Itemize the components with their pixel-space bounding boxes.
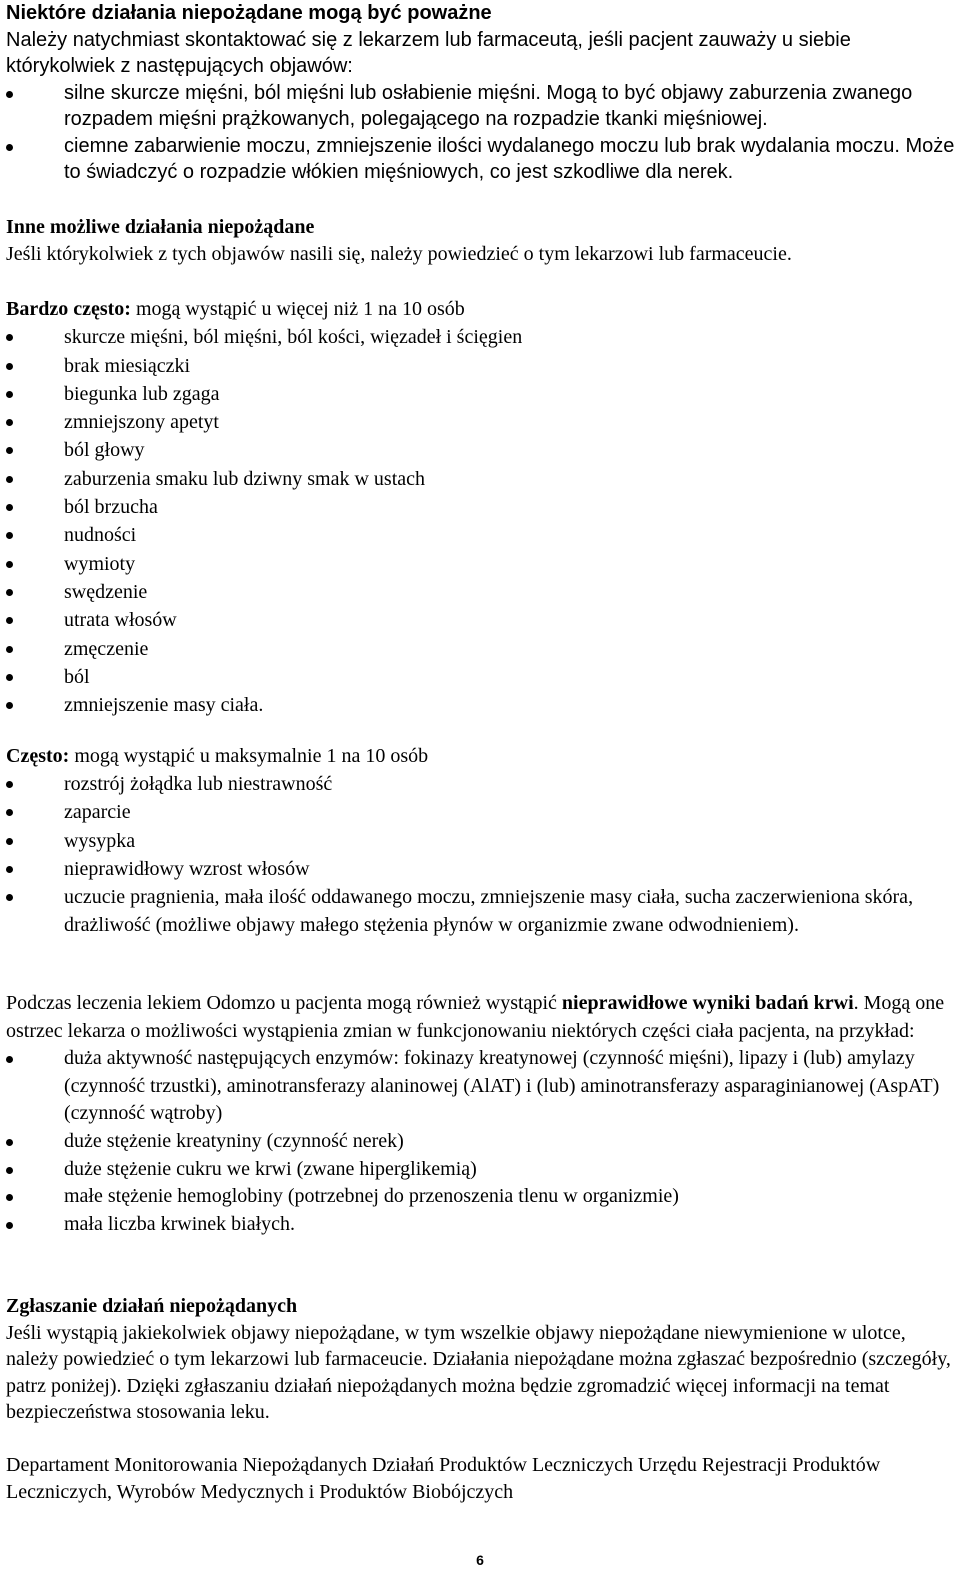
serious-section [6, 0, 956, 186]
list-item [6, 827, 956, 855]
very-common-list [6, 323, 956, 719]
list-item-text: uczucie pragnienia, mała ilość oddawanego moczu, zmniejszenie masy ciała, sucha zaczerwieniona skóra, drażliwość (możliwe objawy małego stężenia płynów w organizmie zwane odwodnieniem). [64, 886, 914, 937]
serious-list [6, 80, 956, 186]
list-item [6, 1128, 956, 1156]
department-section [6, 1452, 956, 1506]
list-item-text: nudności [64, 524, 137, 547]
bullet-icon [6, 809, 13, 816]
list-item-text: zmniejszony apetyt [64, 411, 219, 434]
common-list [6, 770, 956, 939]
list-item-text: utrata włosów [64, 609, 177, 632]
other-intro: Jeśli którykolwiek z tych objawów nasili się, należy powiedzieć o tym lekarzowi lub farmaceucie. [6, 243, 792, 265]
list-item-text: nieprawidłowy wzrost włosów [64, 857, 310, 880]
list-item [6, 323, 956, 351]
bullet-icon [6, 334, 13, 341]
common-intro [6, 742, 956, 770]
very-common-section [6, 295, 956, 719]
bullet-icon [6, 1139, 13, 1146]
bullet-icon [6, 447, 13, 454]
list-item [6, 1156, 956, 1184]
list-item-text: zaparcie [64, 801, 131, 824]
common-label: Często: [6, 745, 70, 767]
list-item-text: brak miesiączki [64, 354, 191, 377]
other-section [6, 214, 956, 268]
list-item-text: duże stężenie kreatyniny (czynność nerek) [64, 1129, 404, 1152]
lab-text-after: . Mogą one ostrzec lekarza o możliwości wystąpienia zmian w funkcjonowaniu niektórych części ciała pacjenta, na przykład: [6, 992, 945, 1042]
serious-heading: Niektóre działania niepożądane mogą być poważne [6, 2, 492, 24]
reporting-text: Jeśli wystąpią jakiekolwiek objawy niepożądane, w tym wszelkie objawy niepożądane niewymienione w ulotce, należy powiedzieć o tym lekarzowi lub farmaceucie. Działania niepożądane można zgłaszać bezpośrednio (szczegóły, patrz poniżej). Dzięki zgłaszaniu działań niepożądanych można będzie zgromadzić więcej informacji na temat bezpieczeństwa stosowania leku. [6, 1321, 951, 1423]
list-item-text: skurcze mięśni, ból mięśni, ból kości, więzadeł i ścięgien [64, 326, 523, 349]
bullet-icon [6, 1222, 13, 1229]
list-item-text: biegunka lub zgaga [64, 382, 220, 405]
bullet-icon [6, 589, 13, 596]
list-item-text: zmęczenie [64, 637, 149, 660]
list-item [6, 578, 956, 606]
list-item-text: silne skurcze mięśni, ból mięśni lub osłabienie mięśni. Mogą to być objawy zaburzenia zwanego rozpadem mięśni prążkowanych, polegającego na rozpadzie tkanki mięśniowej. [64, 81, 913, 130]
list-item [6, 408, 956, 436]
list-item-text: mała liczba krwinek białych. [64, 1212, 296, 1235]
bullet-icon [6, 838, 13, 845]
common-section [6, 742, 956, 939]
bullet-icon [6, 532, 13, 539]
list-item-text: wysypka [64, 829, 136, 852]
bullet-icon [6, 617, 13, 624]
reporting-section [6, 1293, 956, 1426]
bullet-icon [6, 674, 13, 681]
bullet-icon [6, 702, 13, 709]
bullet-icon [6, 476, 13, 483]
list-item-text: duża aktywność następujących enzymów: fokinazy kreatynowej (czynność mięśni), lipazy i (lub) amylazy (czynność trzustki), aminotransferazy alaninowej (AlAT) i (lub) aminotransferazy asparaginianowej (AspAT) (czynność wątroby) [64, 1047, 940, 1125]
lab-text-before: Podczas leczenia lekiem Odomzo u pacjenta mogą również wystąpić [6, 992, 562, 1014]
bullet-icon [6, 391, 13, 398]
list-item [6, 352, 956, 380]
bullet-icon [6, 561, 13, 568]
list-item [6, 798, 956, 826]
serious-intro: Należy natychmiast skontaktować się z lekarzem lub farmaceutą, jeśli pacjent zauważy u siebie którykolwiek z następujących objawów: [6, 28, 851, 77]
list-item-text: ból [64, 665, 90, 688]
bullet-icon [6, 1194, 13, 1201]
other-heading: Inne możliwe działania niepożądane [6, 216, 315, 238]
list-item [6, 493, 956, 521]
list-item [6, 1045, 956, 1128]
list-item [6, 465, 956, 493]
list-item-text: wymioty [64, 552, 136, 575]
list-item [6, 1211, 956, 1239]
reporting-heading: Zgłaszanie działań niepożądanych [6, 1295, 298, 1317]
list-item-text: ciemne zabarwienie moczu, zmniejszenie ilości wydalanego moczu lub brak wydalania moczu. Może to świadczyć o rozpadzie włókien mięśniowych, co jest szkodliwe dla nerek. [64, 134, 955, 183]
very-common-text: mogą wystąpić u więcej niż 1 na 10 osób [130, 298, 465, 320]
bullet-icon [6, 1056, 13, 1063]
bullet-icon [6, 646, 13, 653]
list-item [6, 550, 956, 578]
list-item [6, 770, 956, 798]
list-item [6, 1183, 956, 1211]
list-item-text: ból głowy [64, 439, 145, 462]
bullet-icon [6, 419, 13, 426]
bullet-icon [6, 504, 13, 511]
bullet-icon [6, 781, 13, 788]
bullet-icon [6, 363, 13, 370]
lab-bold-text: nieprawidłowe wyniki badań krwi [561, 992, 854, 1014]
list-item [6, 521, 956, 549]
very-common-label: Bardzo często: [6, 298, 131, 320]
bullet-icon [6, 1167, 13, 1174]
list-item [6, 436, 956, 464]
bullet-icon [6, 144, 13, 151]
very-common-intro [6, 295, 956, 323]
list-item [6, 883, 956, 939]
department-text: Departament Monitorowania Niepożądanych Działań Produktów Leczniczych Urzędu Rejestracji Produktów Leczniczych, Wyrobów Medycznych i Produktów Biobójczych [6, 1454, 881, 1503]
lab-intro [6, 990, 956, 1045]
bullet-icon [6, 866, 13, 873]
list-item [6, 80, 956, 133]
list-item-text: swędzenie [64, 580, 148, 603]
list-item [6, 691, 956, 719]
list-item [6, 380, 956, 408]
list-item-text: ból brzucha [64, 496, 158, 519]
list-item-text: rozstrój żołądka lub niestrawność [64, 773, 333, 796]
list-item [6, 855, 956, 883]
list-item [6, 663, 956, 691]
common-text: mogą wystąpić u maksymalnie 1 na 10 osób [69, 745, 429, 767]
bullet-icon [6, 91, 13, 98]
page-number: 6 [476, 1552, 484, 1568]
list-item [6, 133, 956, 186]
list-item [6, 635, 956, 663]
list-item-text: zmniejszenie masy ciała. [64, 694, 264, 717]
lab-list [6, 1045, 956, 1238]
list-item-text: zaburzenia smaku lub dziwny smak w ustach [64, 467, 426, 490]
lab-section [6, 990, 956, 1238]
list-item [6, 606, 956, 634]
list-item-text: duże stężenie cukru we krwi (zwane hiperglikemią) [64, 1157, 477, 1180]
bullet-icon [6, 894, 13, 901]
list-item-text: małe stężenie hemoglobiny (potrzebnej do przenoszenia tlenu w organizmie) [64, 1185, 679, 1208]
